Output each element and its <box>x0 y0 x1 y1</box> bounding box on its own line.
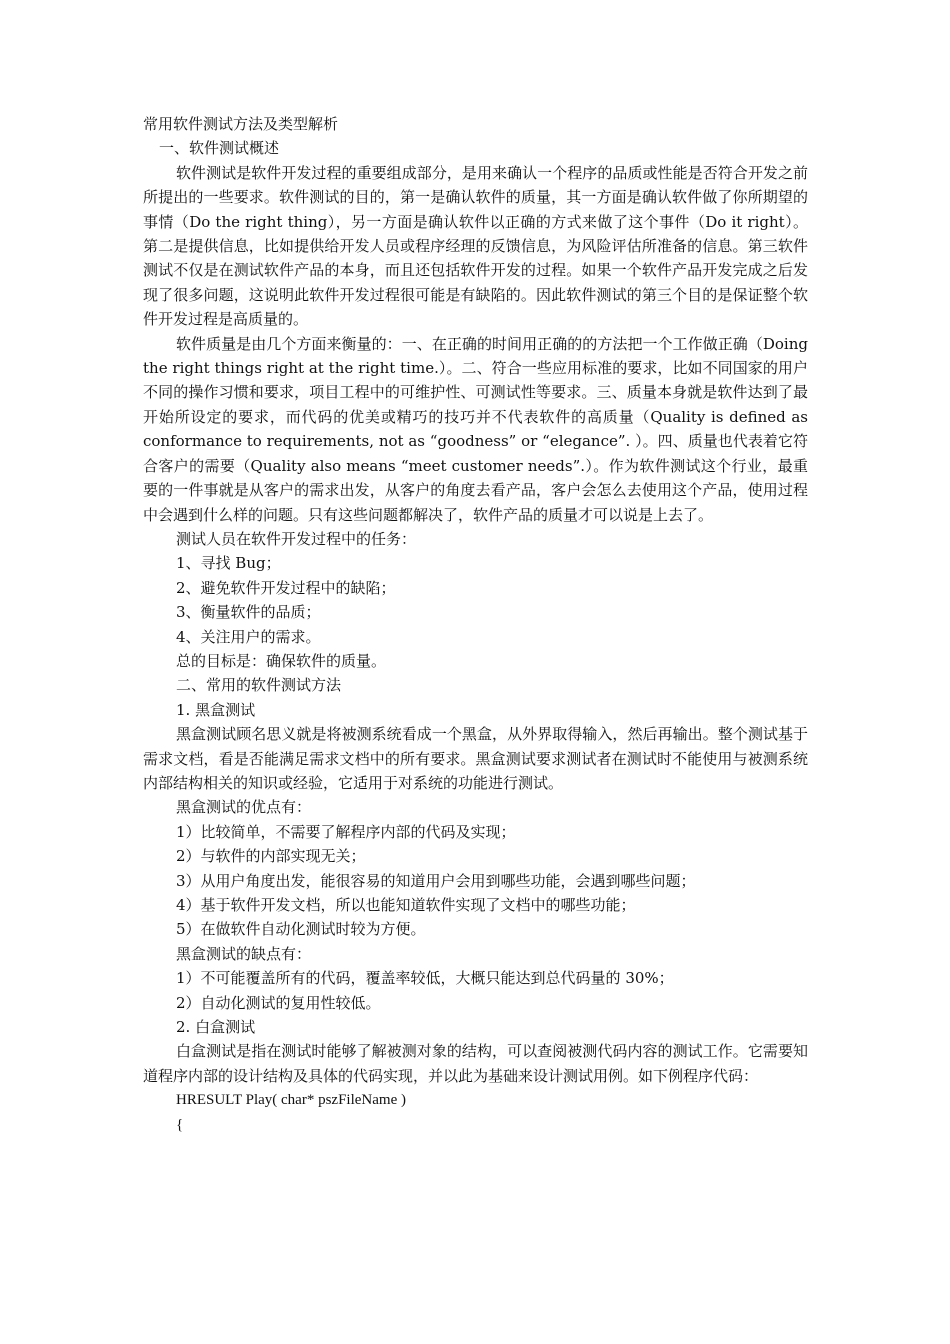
list-item-disadvantage: 1）不可能覆盖所有的代码，覆盖率较低，大概只能达到总代码量的 30%； <box>176 969 674 988</box>
paragraph-blackbox: 黑盒测试顾名思义就是将被测系统看成一个黑盒，从外界取得输入，然后再输出。整个测试基于需求文档，看是否能满足需求文档中的所有要求。黑盒测试要求测试者在测试时不能使用与被测系统内部结构相关的知识或经验，它适用于对系统的功能进行测试。 <box>143 725 808 792</box>
section-heading-overview: 一、软件测试概述 <box>159 139 280 158</box>
subheading-whitebox: 2. 白盒测试 <box>176 1018 256 1037</box>
paragraph-whitebox: 白盒测试是指在测试时能够了解被测对象的结构，可以查阅被测代码内容的测试工作。它需要知道程序内部的设计结构及具体的代码实现，并以此为基础来设计测试用例。如下例程序代码： <box>143 1042 808 1085</box>
list-item-task: 4、关注用户的需求。 <box>176 627 321 646</box>
tasks-intro: 测试人员在软件开发过程中的任务： <box>176 529 417 548</box>
disadvantages-intro: 黑盒测试的缺点有： <box>176 944 312 963</box>
paragraph-quality: 软件质量是由几个方面来衡量的：一、在正确的时间用正确的的方法把一个工作做正确（Doing the right things right at the right time.）。二、符合一些应用标准的要求，比如不同国家的用户不同的操作习惯和要求，项目工程中的可维护性、可测试性等要求。三、质量本身就是软件达到了最开始所设定的要求，而代码的优美或精巧的技巧并不代表软件的高质量（Quality is defined as conformance to requirements, not as “goodness” or “elegance”. ）。四、质量也代表着它符合客户的需要（Quality also means “meet customer needs”.）。作为软件测试这个行业，最重要的一件事就是从客户的需求出发，从客户的角度去看产品，客户会怎么去使用这个产品，使用过程中会遇到什么样的问题。只有这些问题都解决了，软件产品的质量才可以说是上去了。 <box>143 334 808 524</box>
document-title: 常用软件测试方法及类型解析 <box>143 115 339 133</box>
list-item-task: 1、寻找 Bug； <box>176 554 281 573</box>
list-item-advantage: 3）从用户角度出发，能很容易的知道用户会用到哪些功能，会遇到哪些问题； <box>176 871 696 890</box>
advantages-intro: 黑盒测试的优点有： <box>176 798 312 817</box>
list-item-advantage: 2）与软件的内部实现无关； <box>176 847 366 866</box>
document-page <box>143 112 808 1137</box>
list-item-disadvantage: 2）自动化测试的复用性较低。 <box>176 993 381 1012</box>
list-item-advantage: 4）基于软件开发文档，所以也能知道软件实现了文档中的哪些功能； <box>176 896 636 914</box>
code-line: HRESULT Play( char* pszFileName ) <box>176 1092 406 1109</box>
subheading-blackbox: 1. 黑盒测试 <box>176 700 256 719</box>
list-item-advantage: 5）在做软件自动化测试时较为方便。 <box>176 920 426 939</box>
section-heading-methods: 二、常用的软件测试方法 <box>176 676 342 695</box>
list-item-task: 2、避免软件开发过程中的缺陷； <box>176 578 396 597</box>
goal-statement: 总的目标是：确保软件的质量。 <box>176 651 387 670</box>
code-line: { <box>176 1116 184 1133</box>
list-item-advantage: 1）比较简单，不需要了解程序内部的代码及实现； <box>176 822 516 841</box>
paragraph-purpose: 软件测试是软件开发过程的重要组成部分，是用来确认一个程序的品质或性能是否符合开发之前所提出的一些要求。软件测试的目的，第一是确认软件的质量，其一方面是确认软件做了你所期望的事情（Do the right thing），另一方面是确认软件以正确的方式来做了这个事件（Do it right）。第二是提供信息，比如提供给开发人员或程序经理的反馈信息，为风险评估所准备的信息。第三软件测试不仅是在测试软件产品的本身，而且还包括软件开发的过程。如果一个软件产品开发完成之后发现了很多问题，这说明此软件开发过程很可能是有缺陷的。因此软件测试的第三个目的是保证整个软件开发过程是高质量的。 <box>143 163 808 329</box>
list-item-task: 3、衡量软件的品质； <box>176 603 321 622</box>
